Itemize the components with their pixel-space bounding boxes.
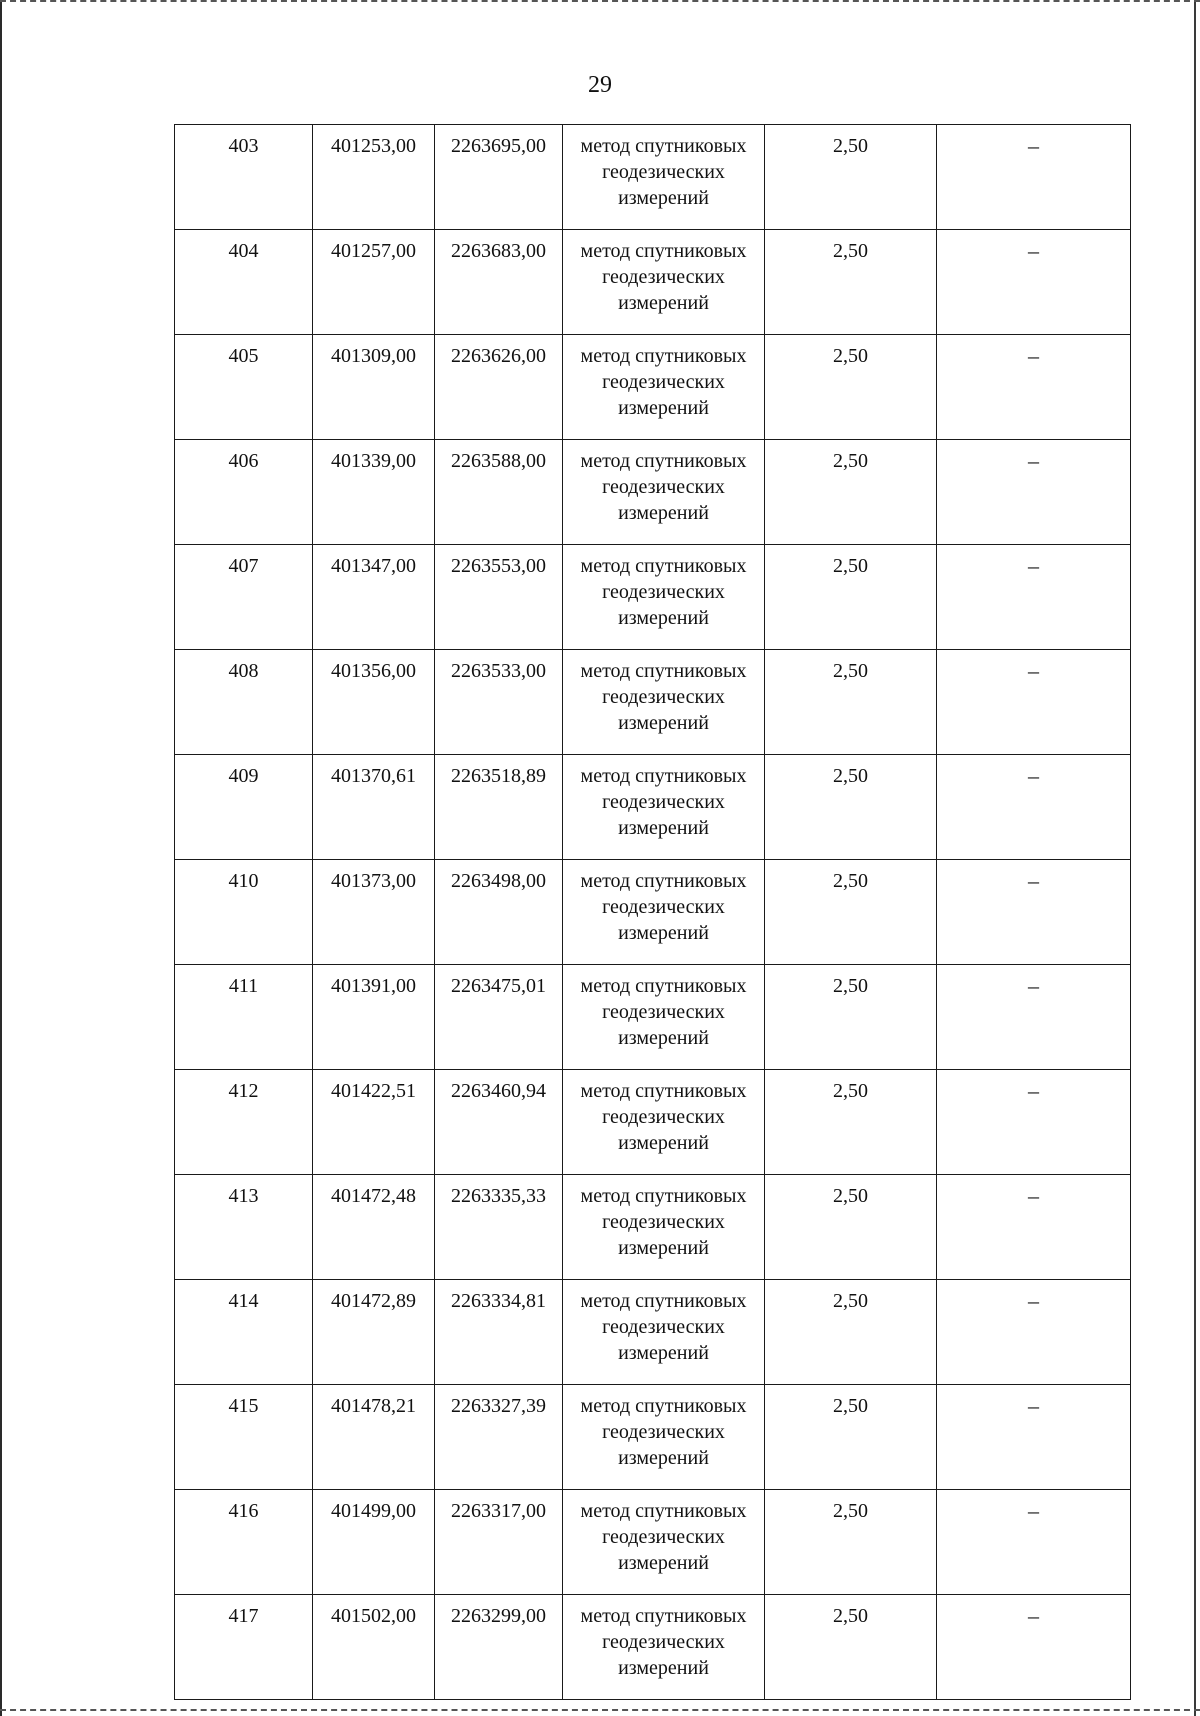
- point-number-cell: 403: [175, 125, 313, 230]
- coordinate-x-cell: 401347,00: [313, 545, 435, 650]
- method-cell: метод спутниковых геодезических измерений: [563, 1385, 765, 1490]
- description-cell: –: [937, 335, 1131, 440]
- table-row: [175, 1595, 1131, 1700]
- coordinate-y-cell: 2263518,89: [435, 755, 563, 860]
- description-cell: –: [937, 860, 1131, 965]
- point-number-cell: 416: [175, 1490, 313, 1595]
- point-number-cell: 412: [175, 1070, 313, 1175]
- accuracy-cell: 2,50: [765, 860, 937, 965]
- coordinate-x-cell: 401253,00: [313, 125, 435, 230]
- description-cell: –: [937, 1490, 1131, 1595]
- coordinate-y-cell: 2263317,00: [435, 1490, 563, 1595]
- method-cell: метод спутниковых геодезических измерений: [563, 440, 765, 545]
- accuracy-cell: 2,50: [765, 440, 937, 545]
- coordinates-table-body: [175, 125, 1131, 1700]
- accuracy-cell: 2,50: [765, 545, 937, 650]
- point-number-cell: 413: [175, 1175, 313, 1280]
- table-row: [175, 440, 1131, 545]
- method-cell: метод спутниковых геодезических измерений: [563, 545, 765, 650]
- description-cell: –: [937, 965, 1131, 1070]
- table-row: [175, 650, 1131, 755]
- table-row: [175, 230, 1131, 335]
- coordinate-y-cell: 2263327,39: [435, 1385, 563, 1490]
- coordinate-x-cell: 401472,48: [313, 1175, 435, 1280]
- table-row: [175, 755, 1131, 860]
- table-row: [175, 545, 1131, 650]
- coordinate-x-cell: 401478,21: [313, 1385, 435, 1490]
- point-number-cell: 415: [175, 1385, 313, 1490]
- coordinate-x-cell: 401370,61: [313, 755, 435, 860]
- point-number-cell: 409: [175, 755, 313, 860]
- description-cell: –: [937, 755, 1131, 860]
- table-row: [175, 965, 1131, 1070]
- accuracy-cell: 2,50: [765, 755, 937, 860]
- accuracy-cell: 2,50: [765, 1595, 937, 1700]
- coordinate-x-cell: 401373,00: [313, 860, 435, 965]
- coordinate-y-cell: 2263588,00: [435, 440, 563, 545]
- coordinate-x-cell: 401422,51: [313, 1070, 435, 1175]
- method-cell: метод спутниковых геодезических измерений: [563, 335, 765, 440]
- accuracy-cell: 2,50: [765, 1175, 937, 1280]
- point-number-cell: 414: [175, 1280, 313, 1385]
- coordinate-y-cell: 2263626,00: [435, 335, 563, 440]
- coordinate-y-cell: 2263334,81: [435, 1280, 563, 1385]
- table-row: [175, 1175, 1131, 1280]
- coordinate-x-cell: 401502,00: [313, 1595, 435, 1700]
- method-cell: метод спутниковых геодезических измерений: [563, 1595, 765, 1700]
- method-cell: метод спутниковых геодезических измерений: [563, 1280, 765, 1385]
- method-cell: метод спутниковых геодезических измерений: [563, 1175, 765, 1280]
- coordinate-x-cell: 401391,00: [313, 965, 435, 1070]
- coordinate-y-cell: 2263498,00: [435, 860, 563, 965]
- coordinate-y-cell: 2263335,33: [435, 1175, 563, 1280]
- accuracy-cell: 2,50: [765, 650, 937, 755]
- point-number-cell: 405: [175, 335, 313, 440]
- accuracy-cell: 2,50: [765, 965, 937, 1070]
- coordinate-y-cell: 2263475,01: [435, 965, 563, 1070]
- description-cell: –: [937, 1175, 1131, 1280]
- description-cell: –: [937, 650, 1131, 755]
- coordinate-y-cell: 2263695,00: [435, 125, 563, 230]
- coordinate-y-cell: 2263299,00: [435, 1595, 563, 1700]
- coordinate-x-cell: 401257,00: [313, 230, 435, 335]
- point-number-cell: 410: [175, 860, 313, 965]
- accuracy-cell: 2,50: [765, 1490, 937, 1595]
- accuracy-cell: 2,50: [765, 125, 937, 230]
- description-cell: –: [937, 545, 1131, 650]
- scan-edge-top: [0, 0, 1200, 4]
- coordinate-x-cell: 401339,00: [313, 440, 435, 545]
- method-cell: метод спутниковых геодезических измерений: [563, 1070, 765, 1175]
- point-number-cell: 408: [175, 650, 313, 755]
- point-number-cell: 406: [175, 440, 313, 545]
- method-cell: метод спутниковых геодезических измерений: [563, 125, 765, 230]
- table-row: [175, 125, 1131, 230]
- accuracy-cell: 2,50: [765, 230, 937, 335]
- coordinate-x-cell: 401356,00: [313, 650, 435, 755]
- description-cell: –: [937, 230, 1131, 335]
- coordinate-x-cell: 401499,00: [313, 1490, 435, 1595]
- coordinate-y-cell: 2263460,94: [435, 1070, 563, 1175]
- table-row: [175, 860, 1131, 965]
- table-row: [175, 1280, 1131, 1385]
- point-number-cell: 411: [175, 965, 313, 1070]
- method-cell: метод спутниковых геодезических измерений: [563, 1490, 765, 1595]
- accuracy-cell: 2,50: [765, 1280, 937, 1385]
- accuracy-cell: 2,50: [765, 1385, 937, 1490]
- method-cell: метод спутниковых геодезических измерений: [563, 860, 765, 965]
- description-cell: –: [937, 1595, 1131, 1700]
- coordinate-x-cell: 401309,00: [313, 335, 435, 440]
- coordinate-y-cell: 2263533,00: [435, 650, 563, 755]
- method-cell: метод спутниковых геодезических измерений: [563, 650, 765, 755]
- coordinate-y-cell: 2263553,00: [435, 545, 563, 650]
- table-row: [175, 1385, 1131, 1490]
- description-cell: –: [937, 1070, 1131, 1175]
- page-number: 29: [588, 72, 612, 98]
- scan-edge-bottom: [0, 1709, 1200, 1713]
- method-cell: метод спутниковых геодезических измерений: [563, 965, 765, 1070]
- table-row: [175, 335, 1131, 440]
- accuracy-cell: 2,50: [765, 335, 937, 440]
- coordinate-y-cell: 2263683,00: [435, 230, 563, 335]
- coordinate-x-cell: 401472,89: [313, 1280, 435, 1385]
- point-number-cell: 407: [175, 545, 313, 650]
- scan-edge-left: [0, 0, 2, 1716]
- method-cell: метод спутниковых геодезических измерений: [563, 755, 765, 860]
- description-cell: –: [937, 1385, 1131, 1490]
- description-cell: –: [937, 1280, 1131, 1385]
- scan-edge-right: [1194, 0, 1196, 1716]
- point-number-cell: 404: [175, 230, 313, 335]
- description-cell: –: [937, 440, 1131, 545]
- table-row: [175, 1070, 1131, 1175]
- accuracy-cell: 2,50: [765, 1070, 937, 1175]
- method-cell: метод спутниковых геодезических измерений: [563, 230, 765, 335]
- description-cell: –: [937, 125, 1131, 230]
- coordinates-table: [174, 124, 1131, 1700]
- point-number-cell: 417: [175, 1595, 313, 1700]
- table-row: [175, 1490, 1131, 1595]
